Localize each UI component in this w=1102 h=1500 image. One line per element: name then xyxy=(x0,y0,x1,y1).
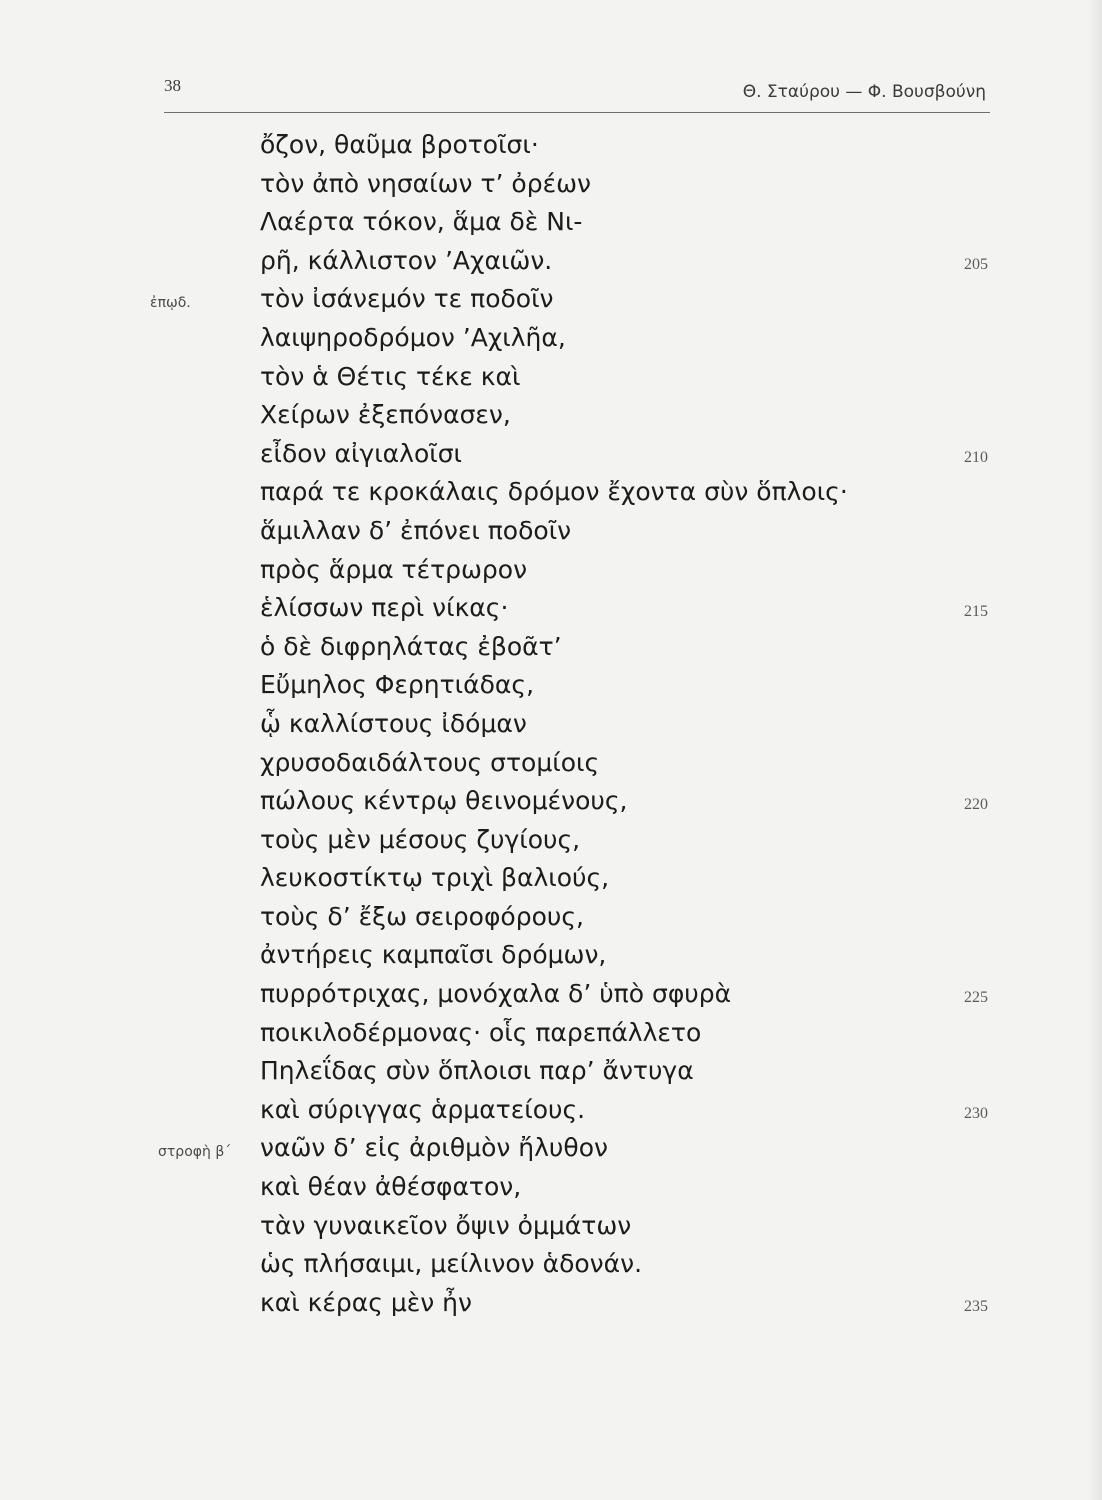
verse-line-text: ὁ δὲ διφρηλάτας ἐβοᾶτ’ xyxy=(260,631,562,661)
line-number: 205 xyxy=(964,255,988,273)
verse-line xyxy=(0,1091,1102,1130)
verse-line-text: λευκοστίκτῳ τριχὶ βαλιούς, xyxy=(260,863,610,893)
verse-line xyxy=(0,1207,1102,1246)
verse-line-text: ᾧ καλλίστους ἰδόμαν xyxy=(260,708,527,738)
verse-line xyxy=(0,1245,1102,1284)
verse-line-text: ἑλίσσων περὶ νίκας· xyxy=(260,593,509,623)
verse-line xyxy=(0,473,1102,512)
verse-line xyxy=(0,782,1102,821)
line-number: 235 xyxy=(964,1297,988,1315)
verse-line xyxy=(0,319,1102,358)
verse-line xyxy=(0,1284,1102,1323)
verse-line xyxy=(0,589,1102,628)
verse-line-text: παρά τε κροκάλαις δρόμον ἔχοντα σὺν ὅπλοις· xyxy=(260,477,848,507)
verse-line xyxy=(0,126,1102,165)
verse-line-text: πώλους κέντρῳ θεινομένους, xyxy=(260,786,628,816)
verse-line xyxy=(0,628,1102,667)
page-header xyxy=(164,70,990,114)
line-number: 225 xyxy=(964,989,988,1007)
verse-line-text: χρυσοδαιδάλτους στομίοις xyxy=(260,747,600,777)
verse-line-text: ποικιλοδέρμονας· οἷς παρεπάλλετο xyxy=(260,1017,702,1047)
verse-line xyxy=(0,435,1102,474)
verse-line-text: τὸν ἁ Θέτις τέκε καὶ xyxy=(260,361,521,391)
running-head: Θ. Σταύρου — Φ. Βουσβούνη xyxy=(742,82,986,102)
verse-line-text: Λαέρτα τόκον, ἅμα δὲ Νι- xyxy=(260,207,583,237)
verse-line-text: καὶ κέρας μὲν ἦν xyxy=(260,1287,472,1317)
verse-line-text: τὸν ἰσάνεμόν τε ποδοῖν xyxy=(260,284,554,314)
verse-line-text: πυρρότριχας, μονόχαλα δ’ ὑπὸ σφυρὰ xyxy=(260,979,732,1009)
verse-line xyxy=(0,744,1102,783)
verse-line xyxy=(0,898,1102,937)
verse-line-text: ὡς πλήσαιμι, μείλινον ἁδονάν. xyxy=(260,1249,643,1279)
header-rule xyxy=(164,112,990,113)
verse-line xyxy=(0,936,1102,975)
verse-line xyxy=(0,859,1102,898)
verse-line-text: ὄζον, θαῦμα βροτοῖσι· xyxy=(260,130,539,159)
verse-block xyxy=(0,126,1102,1322)
verse-line xyxy=(0,358,1102,397)
line-number: 215 xyxy=(964,603,988,621)
verse-line-text: Χείρων ἐξεπόνασεν, xyxy=(260,400,511,430)
verse-line xyxy=(0,203,1102,242)
verse-line-text: Εὔμηλος Φερητιάδας, xyxy=(260,670,535,700)
verse-line-text: πρὸς ἅρμα τέτρωρον xyxy=(260,554,528,584)
verse-line xyxy=(0,975,1102,1014)
verse-line-text: τοὺς δ’ ἔξω σειροφόρους, xyxy=(260,901,584,931)
verse-line-text: τὸν ἀπὸ νησαίων τ’ ὀρέων xyxy=(260,168,591,198)
verse-line-text: καὶ θέαν ἀθέσφατον, xyxy=(260,1172,522,1202)
verse-line-text: ρῆ, κάλλιστον ’Αχαιῶν. xyxy=(260,245,553,275)
verse-line xyxy=(0,165,1102,204)
verse-line xyxy=(0,512,1102,551)
verse-line xyxy=(0,396,1102,435)
line-number: 210 xyxy=(964,448,988,466)
verse-line xyxy=(0,1129,1102,1168)
verse-line-text: ἅμιλλαν δ’ ἐπόνει ποδοῖν xyxy=(260,515,572,545)
verse-line xyxy=(0,1052,1102,1091)
margin-label: ἐπῳδ. xyxy=(150,295,191,312)
margin-label: στροφὴ β΄ xyxy=(158,1144,232,1161)
verse-line xyxy=(0,666,1102,705)
verse-line-text: τὰν γυναικεῖον ὄψιν ὀμμάτων xyxy=(260,1210,632,1240)
verse-line xyxy=(0,1014,1102,1053)
verse-line-text: τοὺς μὲν μέσους ζυγίους, xyxy=(260,824,581,854)
verse-line xyxy=(0,705,1102,744)
line-number: 230 xyxy=(964,1104,988,1122)
page-number: 38 xyxy=(164,76,181,95)
verse-line xyxy=(0,280,1102,319)
verse-line xyxy=(0,551,1102,590)
verse-line-text: εἶδον αἰγιαλοῖσι xyxy=(260,438,463,468)
verse-line-text: ἀντήρεις καμπαῖσι δρόμων, xyxy=(260,940,607,970)
verse-line xyxy=(0,821,1102,860)
verse-line-text: ναῶν δ’ εἰς ἀριθμὸν ἤλυθον xyxy=(260,1133,608,1163)
verse-line-text: Πηλεΐδας σὺν ὅπλοισι παρ’ ἄντυγα xyxy=(260,1056,694,1086)
verse-line xyxy=(0,1168,1102,1207)
verse-line-text: λαιψηροδρόμον ’Αχιλῆα, xyxy=(260,322,566,352)
verse-line xyxy=(0,242,1102,281)
verse-line-text: καὶ σύριγγας ἁρματείους. xyxy=(260,1094,586,1124)
line-number: 220 xyxy=(964,796,988,814)
